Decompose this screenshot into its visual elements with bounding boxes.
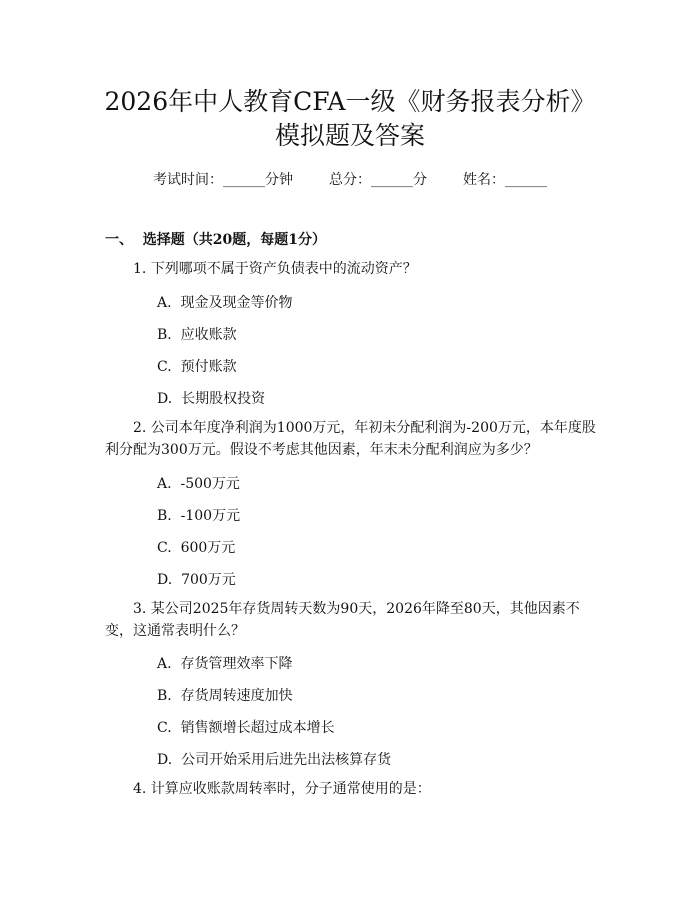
question-3-option-d: D. 公司开始采用后进先出法核算存货 bbox=[157, 752, 392, 768]
question-1: 1. 下列哪项不属于资产负债表中的流动资产？ bbox=[133, 261, 417, 277]
question-3-option-b: B. 存货周转速度加快 bbox=[157, 688, 293, 704]
question-2-option-b: B. -100万元 bbox=[157, 508, 241, 524]
exam-score-field: 总分：______分 bbox=[329, 172, 427, 188]
question-3: 3. 某公司2025年存货周转天数为90天，2026年降至80天，其他因素不变，这通常表明什么？ bbox=[105, 601, 580, 639]
exam-name-field: 姓名：______ bbox=[463, 172, 547, 188]
question-2: 2. 公司本年度净利润为1000万元，年初未分配利润为-200万元，本年度股利分配为300万元。假设不考虑其他因素，年末未分配利润应为多少？ bbox=[105, 420, 596, 458]
document-title-line1: 2026年中人教育CFA一级《财务报表分析》 bbox=[104, 87, 596, 116]
question-3-option-c: C. 销售额增长超过成本增长 bbox=[157, 720, 335, 736]
exam-meta bbox=[0, 169, 700, 189]
question-1-option-a: A. 现金及现金等价物 bbox=[157, 295, 293, 311]
question-4: 4. 计算应收账款周转率时，分子通常使用的是： bbox=[133, 781, 431, 797]
question-1-option-c: C. 预付账款 bbox=[157, 359, 237, 375]
question-1-option-d: D. 长期股权投资 bbox=[157, 391, 266, 407]
section-heading: 一、 选择题（共20题，每题1分） bbox=[105, 232, 326, 248]
exam-time-field: 考试时间：______分钟 bbox=[153, 172, 293, 188]
question-2-option-c: C. 600万元 bbox=[157, 540, 236, 556]
question-2-option-d: D. 700万元 bbox=[157, 572, 236, 588]
question-3-option-a: A. 存货管理效率下降 bbox=[157, 656, 293, 672]
question-2-option-a: A. -500万元 bbox=[157, 476, 240, 492]
document-title-line2: 模拟题及答案 bbox=[274, 121, 425, 150]
question-1-option-b: B. 应收账款 bbox=[157, 327, 237, 343]
